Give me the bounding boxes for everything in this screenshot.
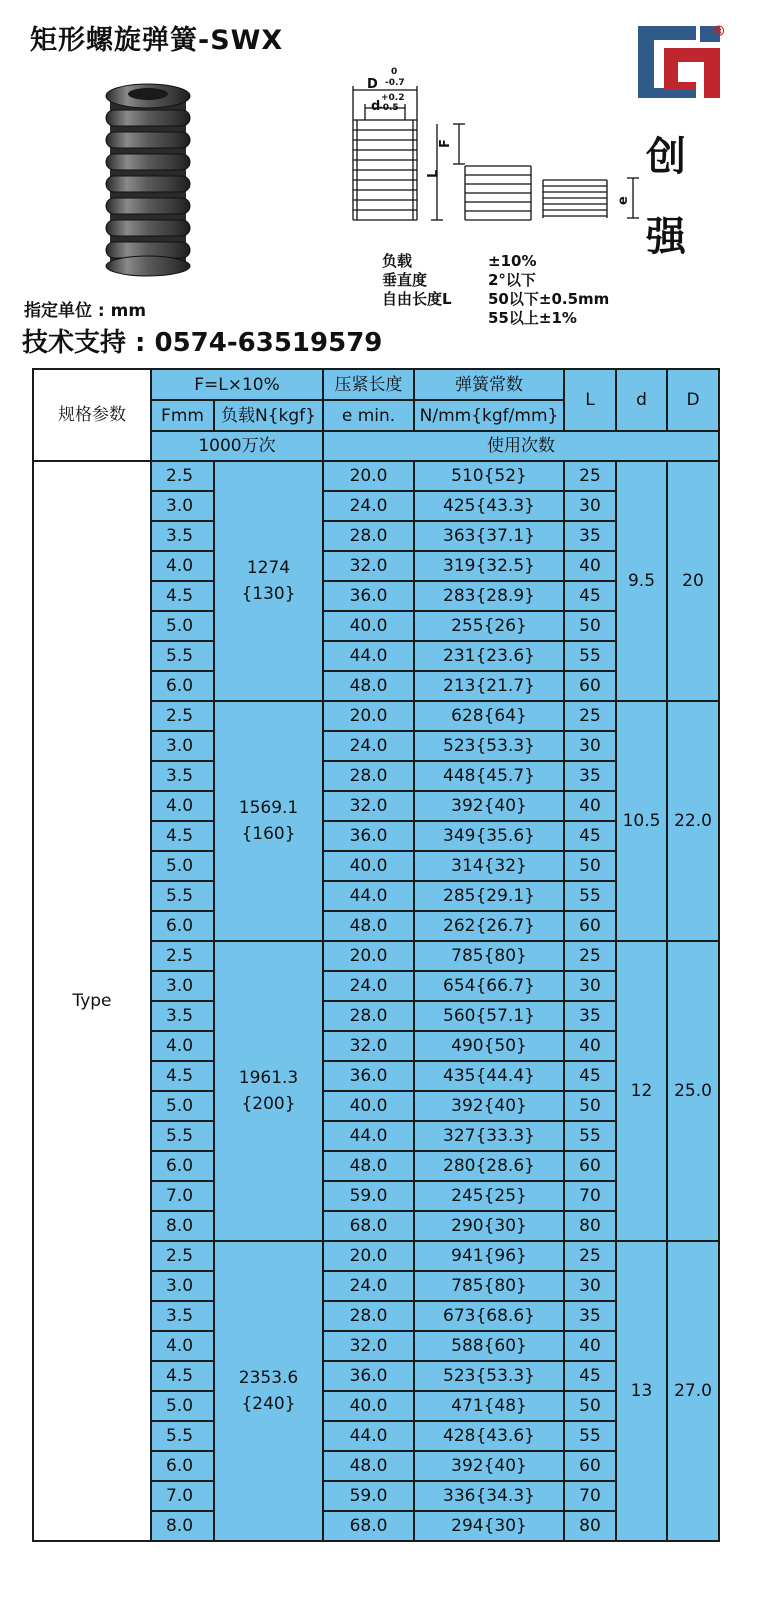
- cell-comp: 48.0: [323, 671, 414, 701]
- cell-fmm: 5.0: [151, 1391, 214, 1421]
- cell-rate: 290{30}: [414, 1211, 564, 1241]
- cell-comp: 20.0: [323, 701, 414, 731]
- header-fmm: Fmm: [151, 400, 214, 431]
- cell-rate: 425{43.3}: [414, 491, 564, 521]
- cell-fmm: 8.0: [151, 1511, 214, 1541]
- page-title: 矩形螺旋弹簧-SWX: [30, 25, 284, 56]
- cell-L: 35: [564, 521, 616, 551]
- cell-rate: 588{60}: [414, 1331, 564, 1361]
- cell-L: 45: [564, 1061, 616, 1091]
- cell-fmm: 2.5: [151, 701, 214, 731]
- cell-fmm: 2.5: [151, 1241, 214, 1271]
- cell-fmm: 3.5: [151, 761, 214, 791]
- cell-rate: 245{25}: [414, 1181, 564, 1211]
- cell-comp: 28.0: [323, 761, 414, 791]
- cell-comp: 40.0: [323, 851, 414, 881]
- cell-rate: 654{66.7}: [414, 971, 564, 1001]
- cell-fmm: 3.5: [151, 521, 214, 551]
- cell-fmm: 3.0: [151, 1271, 214, 1301]
- header-comp-sub: e min.: [323, 400, 414, 431]
- label-e: e: [616, 196, 631, 205]
- cell-comp: 32.0: [323, 1031, 414, 1061]
- cell-fmm: 4.5: [151, 1361, 214, 1391]
- cell-d: 9.5: [616, 461, 667, 701]
- cell-rate: 785{80}: [414, 1271, 564, 1301]
- cell-fmm: 5.0: [151, 851, 214, 881]
- support-phone: 技术支持 : 0574-63519579: [22, 328, 383, 358]
- cell-comp: 44.0: [323, 641, 414, 671]
- cell-rate: 785{80}: [414, 941, 564, 971]
- cell-rate: 428{43.6}: [414, 1421, 564, 1451]
- cell-L: 70: [564, 1481, 616, 1511]
- cell-comp: 32.0: [323, 791, 414, 821]
- cell-L: 30: [564, 491, 616, 521]
- header-cycles: 1000万次: [151, 431, 323, 461]
- cell-L: 40: [564, 551, 616, 581]
- cell-comp: 68.0: [323, 1211, 414, 1241]
- cell-L: 30: [564, 1271, 616, 1301]
- load-kgf: {200}: [241, 1094, 296, 1114]
- brand-char-1: 创: [646, 134, 686, 180]
- spec-table: [32, 368, 720, 1542]
- cell-comp: 28.0: [323, 1301, 414, 1331]
- cell-comp: 48.0: [323, 911, 414, 941]
- cell-rate: 255{26}: [414, 611, 564, 641]
- cell-L: 80: [564, 1211, 616, 1241]
- cell-D: 27.0: [667, 1241, 719, 1541]
- cell-rate: 628{64}: [414, 701, 564, 731]
- cell-comp: 40.0: [323, 611, 414, 641]
- header-D: D: [667, 369, 719, 431]
- cell-L: 60: [564, 671, 616, 701]
- cell-L: 35: [564, 1301, 616, 1331]
- cell-comp: 32.0: [323, 551, 414, 581]
- cell-comp: 28.0: [323, 521, 414, 551]
- cell-d: 12: [616, 941, 667, 1241]
- cell-rate: 262{26.7}: [414, 911, 564, 941]
- cell-L: 30: [564, 731, 616, 761]
- cell-L: 25: [564, 1241, 616, 1271]
- cell-fmm: 2.5: [151, 941, 214, 971]
- cell-fmm: 3.5: [151, 1001, 214, 1031]
- cell-fmm: 6.0: [151, 671, 214, 701]
- cell-L: 25: [564, 941, 616, 971]
- svg-text:-0.5: -0.5: [379, 103, 399, 113]
- registered-mark: ®: [712, 24, 726, 40]
- cell-rate: 523{53.3}: [414, 1361, 564, 1391]
- cell-comp: 24.0: [323, 491, 414, 521]
- cell-comp: 48.0: [323, 1451, 414, 1481]
- cell-fmm: 3.0: [151, 491, 214, 521]
- cell-comp: 44.0: [323, 1121, 414, 1151]
- svg-text:0: 0: [391, 67, 398, 77]
- cell-rate: 294{30}: [414, 1511, 564, 1541]
- cell-rate: 285{29.1}: [414, 881, 564, 911]
- cell-L: 60: [564, 911, 616, 941]
- cell-fmm: 4.5: [151, 821, 214, 851]
- cell-D: 22.0: [667, 701, 719, 941]
- spring-dimension-drawing: [345, 60, 645, 235]
- cell-fmm: 4.0: [151, 1331, 214, 1361]
- cell-L: 30: [564, 971, 616, 1001]
- header-load: 负载N{kgf}: [214, 400, 323, 431]
- header-usage: 使用次数: [323, 431, 719, 461]
- cell-comp: 24.0: [323, 971, 414, 1001]
- cell-fmm: 7.0: [151, 1481, 214, 1511]
- cell-load: [214, 461, 323, 701]
- label-D: D: [367, 77, 378, 92]
- cell-fmm: 5.5: [151, 1421, 214, 1451]
- cell-L: 45: [564, 1361, 616, 1391]
- cell-rate: 392{40}: [414, 791, 564, 821]
- cell-fmm: 3.5: [151, 1301, 214, 1331]
- cell-rate: 336{34.3}: [414, 1481, 564, 1511]
- cell-load: [214, 941, 323, 1241]
- cell-L: 70: [564, 1181, 616, 1211]
- header-fl: F=L×10%: [151, 369, 323, 400]
- cell-fmm: 4.5: [151, 1061, 214, 1091]
- cell-fmm: 7.0: [151, 1181, 214, 1211]
- cell-rate: 673{68.6}: [414, 1301, 564, 1331]
- load-value: 1274: [246, 558, 291, 578]
- cell-rate: 319{32.5}: [414, 551, 564, 581]
- cell-comp: 36.0: [323, 821, 414, 851]
- header-comp: 压紧长度: [323, 369, 414, 400]
- cell-rate: 560{57.1}: [414, 1001, 564, 1031]
- spring-image: [100, 80, 196, 280]
- cell-L: 35: [564, 1001, 616, 1031]
- cell-D: 25.0: [667, 941, 719, 1241]
- cell-comp: 36.0: [323, 1061, 414, 1091]
- type-label: Type: [33, 461, 151, 1541]
- cell-L: 50: [564, 1391, 616, 1421]
- cell-fmm: 5.0: [151, 1091, 214, 1121]
- cell-L: 50: [564, 1091, 616, 1121]
- cell-fmm: 8.0: [151, 1211, 214, 1241]
- header-spec: 规格参数: [33, 369, 151, 461]
- cell-d: 13: [616, 1241, 667, 1541]
- cell-rate: 363{37.1}: [414, 521, 564, 551]
- cell-rate: 349{35.6}: [414, 821, 564, 851]
- cell-comp: 20.0: [323, 461, 414, 491]
- label-F: F: [438, 139, 453, 148]
- cell-L: 25: [564, 701, 616, 731]
- load-kgf: {130}: [241, 584, 296, 604]
- cell-fmm: 5.5: [151, 641, 214, 671]
- table-row: [33, 461, 719, 491]
- cell-comp: 36.0: [323, 1361, 414, 1391]
- brand-char-2: 强: [646, 214, 686, 260]
- cell-load: [214, 701, 323, 941]
- cell-comp: 32.0: [323, 1331, 414, 1361]
- svg-text:-0.7: -0.7: [385, 78, 405, 88]
- cell-rate: 448{45.7}: [414, 761, 564, 791]
- header-rate: 弹簧常数: [414, 369, 564, 400]
- cell-L: 35: [564, 761, 616, 791]
- cell-comp: 24.0: [323, 731, 414, 761]
- cell-rate: 941{96}: [414, 1241, 564, 1271]
- spec-row: 自由长度L 50以下±0.5mm: [382, 290, 610, 308]
- cell-fmm: 3.0: [151, 731, 214, 761]
- cell-L: 50: [564, 851, 616, 881]
- cell-rate: 392{40}: [414, 1091, 564, 1121]
- cell-D: 20: [667, 461, 719, 701]
- cell-L: 40: [564, 791, 616, 821]
- label-L: L: [426, 169, 441, 178]
- cell-L: 40: [564, 1331, 616, 1361]
- cell-L: 45: [564, 581, 616, 611]
- cell-rate: 314{32}: [414, 851, 564, 881]
- header-L: L: [564, 369, 616, 431]
- header-rate-sub: N/mm{kgf/mm}: [414, 400, 564, 431]
- cell-comp: 44.0: [323, 1421, 414, 1451]
- cell-comp: 48.0: [323, 1151, 414, 1181]
- cell-fmm: 5.5: [151, 1121, 214, 1151]
- cell-L: 40: [564, 1031, 616, 1061]
- cell-comp: 28.0: [323, 1001, 414, 1031]
- cell-fmm: 2.5: [151, 461, 214, 491]
- cell-comp: 59.0: [323, 1181, 414, 1211]
- cell-rate: 435{44.4}: [414, 1061, 564, 1091]
- cell-rate: 283{28.9}: [414, 581, 564, 611]
- cell-comp: 40.0: [323, 1391, 414, 1421]
- load-value: 1961.3: [238, 1068, 299, 1088]
- svg-text:+0.2: +0.2: [381, 93, 405, 103]
- cell-comp: 24.0: [323, 1271, 414, 1301]
- spec-row: 55以上±1%: [488, 309, 577, 327]
- cell-load: [214, 1241, 323, 1541]
- cell-rate: 523{53.3}: [414, 731, 564, 761]
- cell-comp: 59.0: [323, 1481, 414, 1511]
- cell-rate: 471{48}: [414, 1391, 564, 1421]
- cell-fmm: 6.0: [151, 1151, 214, 1181]
- cell-L: 55: [564, 881, 616, 911]
- cell-fmm: 5.0: [151, 611, 214, 641]
- cell-comp: 36.0: [323, 581, 414, 611]
- cell-comp: 40.0: [323, 1091, 414, 1121]
- cell-rate: 510{52}: [414, 461, 564, 491]
- cell-L: 55: [564, 1421, 616, 1451]
- cell-L: 55: [564, 641, 616, 671]
- cell-rate: 392{40}: [414, 1451, 564, 1481]
- cell-rate: 327{33.3}: [414, 1121, 564, 1151]
- load-value: 1569.1: [238, 798, 299, 818]
- load-kgf: {160}: [241, 824, 296, 844]
- label-d: d: [371, 99, 381, 114]
- cell-fmm: 4.5: [151, 581, 214, 611]
- cell-d: 10.5: [616, 701, 667, 941]
- spec-row: 垂直度 2°以下: [382, 271, 536, 289]
- cell-L: 45: [564, 821, 616, 851]
- cell-L: 25: [564, 461, 616, 491]
- cell-rate: 280{28.6}: [414, 1151, 564, 1181]
- cell-comp: 20.0: [323, 941, 414, 971]
- cell-fmm: 4.0: [151, 791, 214, 821]
- cell-L: 60: [564, 1151, 616, 1181]
- cell-fmm: 5.5: [151, 881, 214, 911]
- header-d: d: [616, 369, 667, 431]
- spec-row: 负载 ±10%: [382, 252, 537, 270]
- cell-fmm: 4.0: [151, 1031, 214, 1061]
- cell-fmm: 3.0: [151, 971, 214, 1001]
- cell-L: 80: [564, 1511, 616, 1541]
- load-value: 2353.6: [238, 1368, 299, 1388]
- cell-fmm: 6.0: [151, 911, 214, 941]
- company-logo: [634, 18, 724, 103]
- cell-L: 60: [564, 1451, 616, 1481]
- cell-rate: 213{21.7}: [414, 671, 564, 701]
- unit-label: 指定单位 : mm: [24, 301, 147, 321]
- spec-notes: [382, 252, 609, 328]
- load-kgf: {240}: [241, 1394, 296, 1414]
- cell-fmm: 4.0: [151, 551, 214, 581]
- cell-L: 55: [564, 1121, 616, 1151]
- cell-fmm: 6.0: [151, 1451, 214, 1481]
- cell-comp: 20.0: [323, 1241, 414, 1271]
- cell-L: 50: [564, 611, 616, 641]
- cell-rate: 231{23.6}: [414, 641, 564, 671]
- cell-rate: 490{50}: [414, 1031, 564, 1061]
- cell-comp: 68.0: [323, 1511, 414, 1541]
- cell-comp: 44.0: [323, 881, 414, 911]
